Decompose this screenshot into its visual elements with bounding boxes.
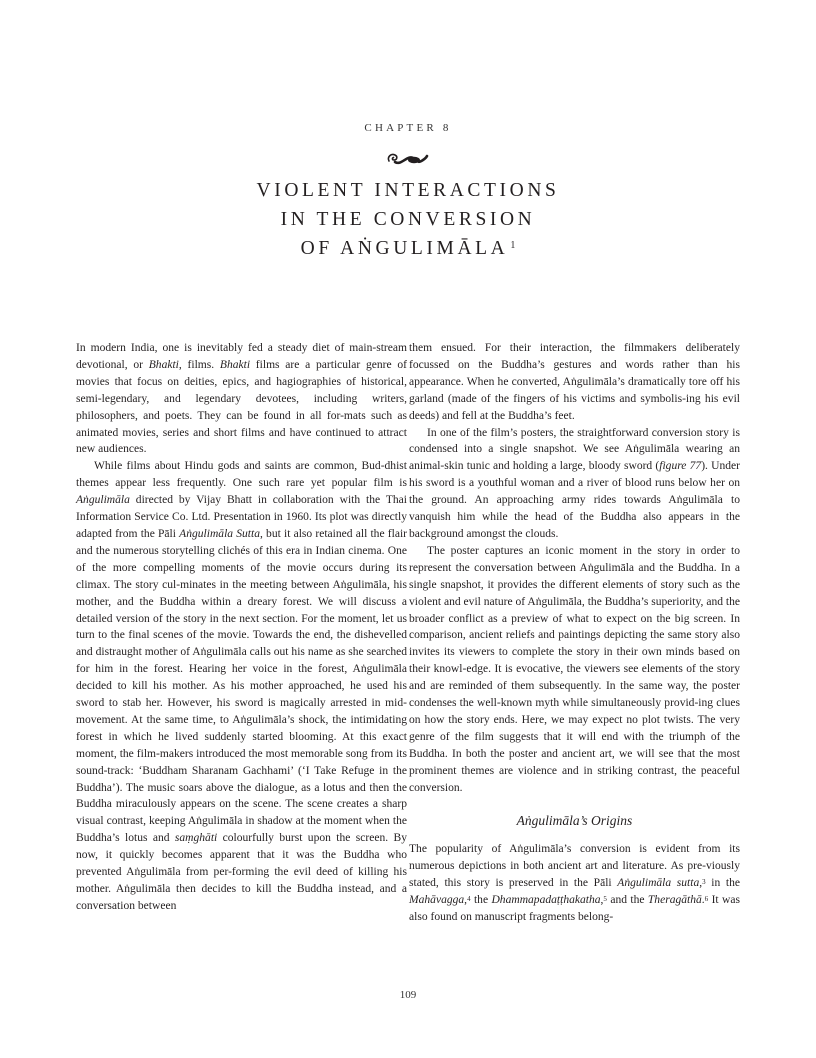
body-paragraph bbox=[76, 458, 407, 914]
body-paragraph bbox=[409, 340, 740, 425]
body-paragraph bbox=[76, 340, 407, 458]
italic-text: Dhammapadaṭṭhakatha bbox=[491, 894, 601, 907]
page-number: 109 bbox=[399, 989, 417, 1001]
text-run: While films about Hindu gods and saints are common, Bud-dhist themes appear less frequently. One such rare yet popular film is bbox=[76, 460, 407, 490]
chapter-title-line: VIOLENT INTERACTIONS bbox=[256, 180, 560, 201]
chapter-title-note-ref: 1 bbox=[510, 240, 516, 251]
text-run: The popularity of Aṅgulimāla’s conversion is evident from its numerous depictions in both ancient art and literature. As pre-viously stated, this story is preserved in the Pāli bbox=[409, 843, 740, 890]
text-run: and the bbox=[606, 894, 648, 907]
italic-text: Aṅgulimāla Sutta bbox=[179, 527, 260, 540]
text-run: , bbox=[600, 894, 604, 907]
body-paragraph bbox=[409, 543, 740, 797]
italic-text: Bhakti bbox=[219, 358, 251, 371]
text-run: the bbox=[470, 894, 492, 907]
footnote-ref: 6 bbox=[704, 895, 709, 904]
text-run: films are a particular genre of movies that focus on deities, epics, and hagiographies of historical, semi-legendary, and legendary devotees, including writers, philosophers, and poets. They can be found in all for-mats such as animated movies, series and short films and have continued to attract new audiences. bbox=[76, 358, 407, 456]
right-column bbox=[409, 340, 740, 926]
text-run: them ensued. For their interaction, the filmmakers deliberately focussed on the Buddha’s gestures and words rather than his appearance. When he converted, Aṅgulimāla’s dramatically tore off his garland (made of the fingers of his victims and symbolis-ing his evil deeds) and fell at the Buddha’s feet. bbox=[409, 342, 740, 422]
section-heading: Aṅgulimāla’s Origins bbox=[516, 813, 633, 829]
text-run: ). Under his sword is a youthful woman and a river of blood runs below her on the ground. An approaching army rides towards Aṅgulimāla to vanquish him while the head of the Buddha also appears in the background amongst the clouds. bbox=[409, 460, 740, 540]
chapter-title-line: OF AṄGULIMĀLA $^1$ bbox=[300, 238, 516, 259]
text-run: In one of the film’s posters, the straightforward conversion story is condensed into a single snapshot. We see Aṅgulimāla wearing an animal-skin tunic and holding a large, bloody sword ( bbox=[409, 426, 740, 473]
text-run: It was also found on manuscript fragments belong- bbox=[409, 894, 740, 924]
text-run: , bbox=[699, 877, 703, 890]
text-run: In modern India, one is inevitably fed a steady diet of main-stream devotional, or bbox=[76, 342, 407, 371]
body-paragraph bbox=[409, 841, 740, 926]
italic-text: Aṅgulimāla sutta bbox=[617, 877, 700, 890]
text-run: , films. bbox=[178, 358, 220, 371]
text-run: directed by Vijay Bhatt in collaboration with the Thai Information Service Co. Ltd. Presentation in 1960. Its plot was directly adapted from the Pāli bbox=[76, 494, 407, 540]
footnote-ref: 4 bbox=[467, 895, 471, 904]
footnote-ref: 3 bbox=[702, 878, 706, 887]
italic-text: Theragāthā bbox=[647, 894, 702, 907]
text-run: , but it also retained all the flair and the numerous storytelling clichés of this era in Indian cinema. One of the more compelling moments of the movie occurs during its climax. The story cul-minates in the meeting between Aṅgulimāla, his mother, and the Buddha within a dreary forest. We will discuss a detailed version of the story in the next section. For the moment, let us turn to the final scenes of the movie. Towards the end, the dishevelled and distraught mother of Aṅgulimāla calls out his name as she searched for him in the forest. Hearing her voice in the forest, Aṅgulimāla decided to kill his mother. As his mother approached, he used his sword to stab her. However, his sword is magically arrested in mid-movement. At the same time, to Aṅgulimāla’s shock, the intimidating forest in which he lived suddenly started blooming. At this exact moment, the film-makers introduced the most memorable song from its sound-track: ‘Buddham Sharanam Gachhami’ (‘I Take Refuge in the Buddha’). The music soars above the dialogue, as a lotus and then the Buddha miraculously appears on the scene. The scene creates a sharp visual contrast, keeping Aṅgulimāla in shadow at the moment when the Buddha’s lotus and bbox=[76, 527, 407, 845]
italic-text: saṃghāti bbox=[174, 832, 218, 845]
left-column bbox=[76, 340, 407, 915]
footnote-ref: 5 bbox=[603, 895, 607, 904]
text-run: The poster captures an iconic moment in the story in order to represent the conversation between Aṅgulimāla and the Buddha. In a single snapshot, it provides the different elements of story such as the violent and evil nature of Aṅgulimāla, the Buddha’s superiority, and the broader conflict as a preview of what to expect on the big screen. In comparison, ancient reliefs and paintings depicting the same story also invites its viewers to complete the story in their own minds based on their knowl-edge. It is evocative, the viewers see elements of the story and are reminded of them subsequently. In the same way, the poster condenses the well-known myth while simultaneously provid-ing clues on how the story ends. Here, we may expect no plot twists. The very genre of the film suggests that it will end with the triumph of the Buddha. In both the poster and ancient art, we will see that the most prominent themes are violence and in striking contrast, the peaceful conversion. bbox=[409, 544, 740, 794]
text-run: . bbox=[701, 894, 705, 907]
chapter-title bbox=[0, 176, 816, 263]
fleuron-ornament-icon bbox=[383, 150, 433, 168]
italic-text: Aṅgulimāla bbox=[76, 494, 130, 507]
chapter-label: CHAPTER 8 bbox=[364, 122, 452, 134]
body-paragraph bbox=[409, 425, 740, 543]
text-run: colourfully burst upon the screen. By now, it quickly becomes apparent that it was the Buddha who prevented Aṅgulimāla from per-forming the evil deed of killing his mother. Aṅgulimāla then decides to kill the Buddha instead, and a conversation between bbox=[76, 832, 407, 912]
italic-text: Mahāvagga bbox=[409, 894, 465, 907]
chapter-title-line: IN THE CONVERSION bbox=[280, 209, 536, 230]
text-run: in the bbox=[705, 877, 741, 890]
italic-text: Bhakti bbox=[148, 358, 179, 371]
italic-text: figure 77 bbox=[659, 460, 702, 473]
text-run: , bbox=[464, 894, 468, 907]
